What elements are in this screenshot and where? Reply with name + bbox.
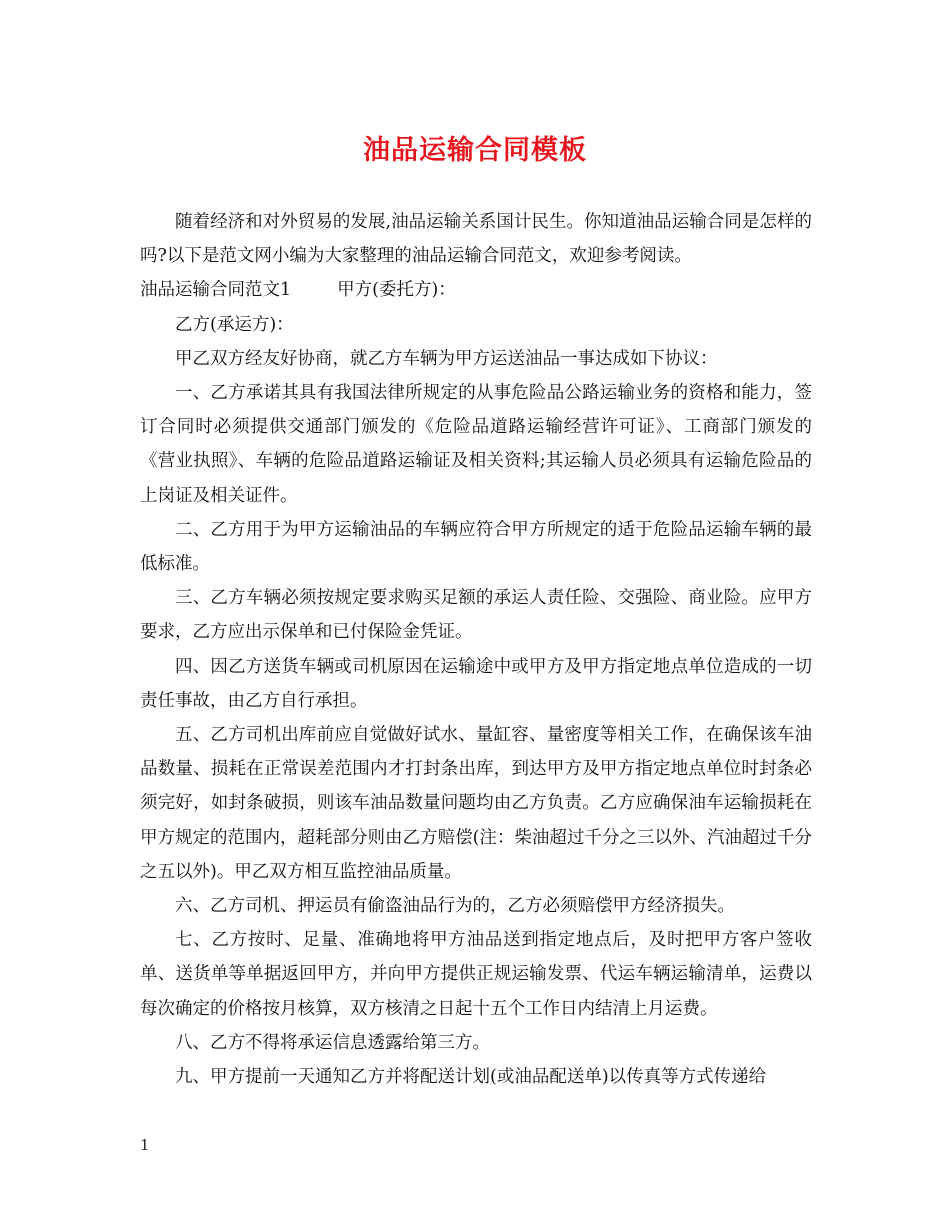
agreement-paragraph: 甲乙双方经友好协商，就乙方车辆为甲方运送油品一事达成如下协议： (175, 348, 718, 369)
document-body (140, 205, 812, 1094)
clause-6: 六、乙方司机、押运员有偷盗油品行为的，乙方必须赔偿甲方经济损失。 (175, 896, 735, 917)
party-a-label: 甲方(委托方)： (337, 280, 456, 301)
clause-8: 八、乙方不得将承运信息透露给第三方。 (175, 1032, 490, 1053)
party-b-label: 乙方(承运方)： (175, 314, 294, 335)
clause-2: 二、乙方用于为甲方运输油品的车辆应符合甲方所规定的适于危险品运输车辆的最低标准。 (140, 519, 812, 575)
clause-5: 五、乙方司机出库前应自觉做好试水、量缸容、量密度等相关工作，在确保该车油品数量、损耗在正常误差范围内才打封条出库，到达甲方及甲方指定地点单位时封条必须完好，如封条破损，则该车油品数量问题均由乙方负责。乙方应确保油车运输损耗在甲方规定的范围内，超耗部分则由乙方赔偿(注：柴油超过千分之三以外、汽油超过千分之五以外)。甲乙双方相互监控油品质量。 (140, 725, 812, 882)
clause-4: 四、因乙方送货车辆或司机原因在运输途中或甲方及甲方指定地点单位造成的一切责任事故，由乙方自行承担。 (140, 656, 812, 711)
clause-1: 一、乙方承诺其具有我国法律所规定的从事危险品公路运输业务的资格和能力，签订合同时必须提供交通部门颁发的《危险品道路运输经营许可证》、工商部门颁发的《营业执照》、车辆的危险品道路运输证及相关资料;其运输人员必须具有运输危险品的上岗证及相关证件。 (140, 383, 812, 506)
clause-9: 九、甲方提前一天通知乙方并将配送计划(或油品配送单)以传真等方式传递给 (175, 1067, 767, 1088)
intro-paragraph: 随着经济和对外贸易的发展,油品运输关系国计民生。你知道油品运输合同是怎样的吗?以下是范文网小编为大家整理的油品运输合同范文，欢迎参考阅读。 (140, 212, 812, 267)
clause-3: 三、乙方车辆必须按规定要求购买足额的承运人责任险、交强险、商业险。应甲方要求，乙方应出示保单和已付保险金凭证。 (140, 588, 812, 643)
page-number: 1 (140, 1136, 150, 1154)
clause-7: 七、乙方按时、足量、准确地将甲方油品送到指定地点后，及时把甲方客户签收单、送货单等单据返回甲方，并向甲方提供正规运输发票、代运车辆运输清单，运费以每次确定的价格按月核算，双方核清之日起十五个工作日内结清上月运费。 (140, 930, 812, 1019)
sample-heading-line (140, 273, 812, 307)
document-title: 油品运输合同模板 (363, 135, 587, 166)
sample-heading: 油品运输合同范文1 (140, 280, 292, 301)
